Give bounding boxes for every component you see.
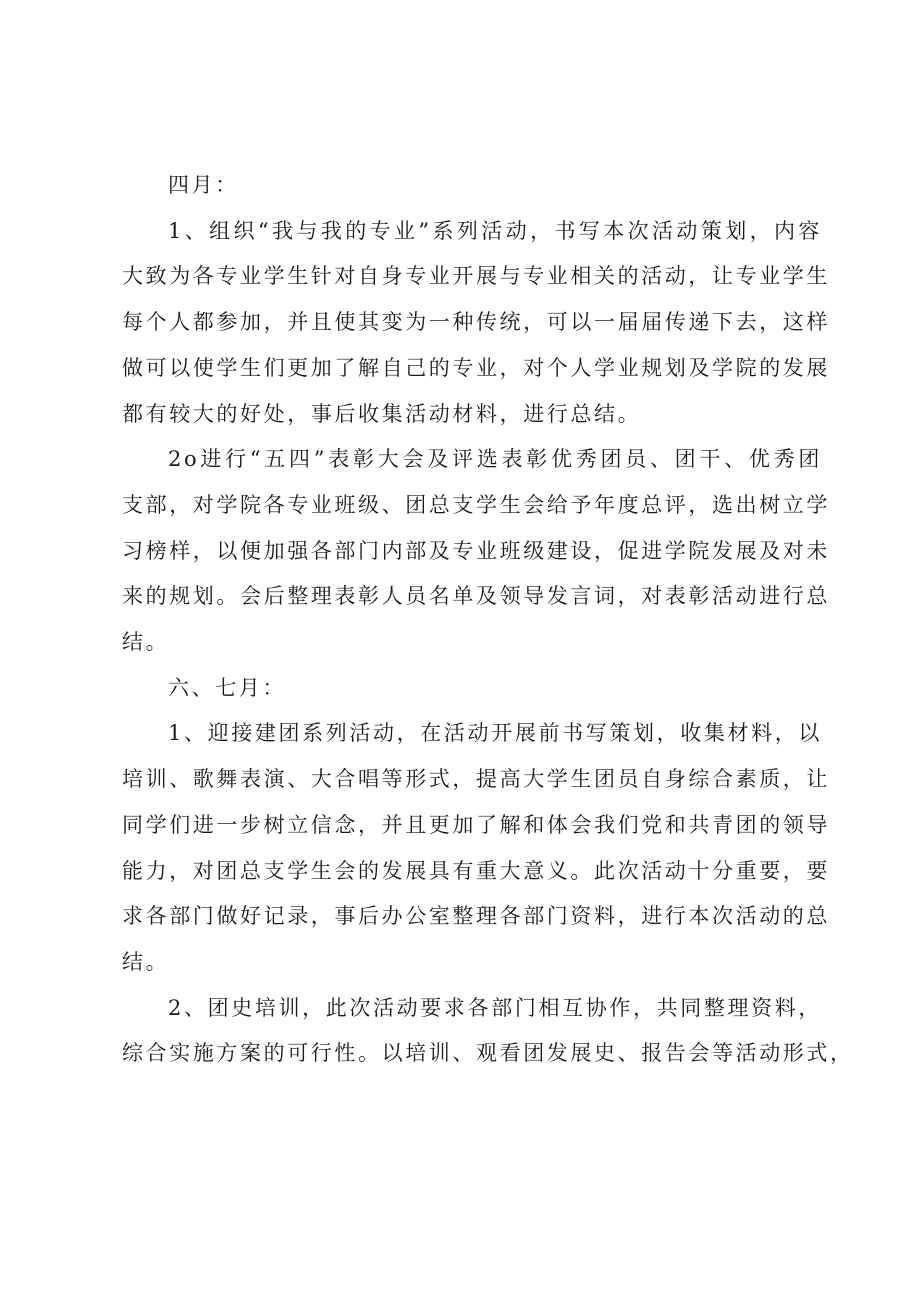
text-line: 六、七月： xyxy=(168,675,286,700)
text-line: 同学们进一步树立信念，并且更加了解和体会我们党和共青团的领导 xyxy=(122,812,830,837)
text-line: 做可以使学生们更加了解自己的专业，对个人学业规划及学院的发展 xyxy=(122,355,830,380)
text-line: 四月： xyxy=(168,173,239,197)
text-line: 求各部门做好记录，事后办公室整理各部门资料，进行本次活动的总 xyxy=(122,904,830,929)
paragraph xyxy=(122,986,854,1077)
text-line: 结。 xyxy=(122,949,170,974)
section-heading xyxy=(122,163,822,209)
section-heading xyxy=(122,666,822,712)
paragraph xyxy=(122,711,830,985)
text-line: 习榜样，以便加强各部门内部及专业班级建设，促进学院发展及对未 xyxy=(122,538,830,563)
text-line: 1、组织“我与我的专业”系列活动，书写本次活动策划，内容 xyxy=(168,218,822,243)
text-line: 综合实施方案的可行性。以培训、观看团发展史、报告会等活动形式， xyxy=(122,1041,854,1066)
paragraph xyxy=(122,437,830,666)
text-line: 培训、歌舞表演、大合唱等形式，提高大学生团员自身综合素质，让 xyxy=(122,767,830,792)
text-line: 来的规划。会后整理表彰人员名单及领导发言词，对表彰活动进行总 xyxy=(122,584,830,609)
text-line: 支部，对学院各专业班级、团总支学生会给予年度总评，选出树立学 xyxy=(122,492,830,517)
document-body xyxy=(122,163,854,1077)
text-line: 2o进行“五四”表彰大会及评选表彰优秀团员、团干、优秀团 xyxy=(168,447,822,472)
text-line: 大致为各专业学生针对自身专业开展与专业相关的活动，让专业学生 xyxy=(122,264,830,289)
paragraph xyxy=(122,209,830,438)
text-line: 每个人都参加，并且使其变为一种传统，可以一届届传递下去，这样 xyxy=(122,310,830,335)
text-line: 都有较大的好处，事后收集活动材料，进行总结。 xyxy=(122,401,642,426)
text-line: 2、团史培训，此次活动要求各部门相互协作，共同整理资料， xyxy=(168,995,822,1020)
text-line: 1、迎接建团系列活动，在活动开展前书写策划，收集材料，以 xyxy=(168,721,822,746)
text-line: 能力，对团总支学生会的发展具有重大意义。此次活动十分重要，要 xyxy=(122,858,830,883)
text-line: 结。 xyxy=(122,630,170,655)
